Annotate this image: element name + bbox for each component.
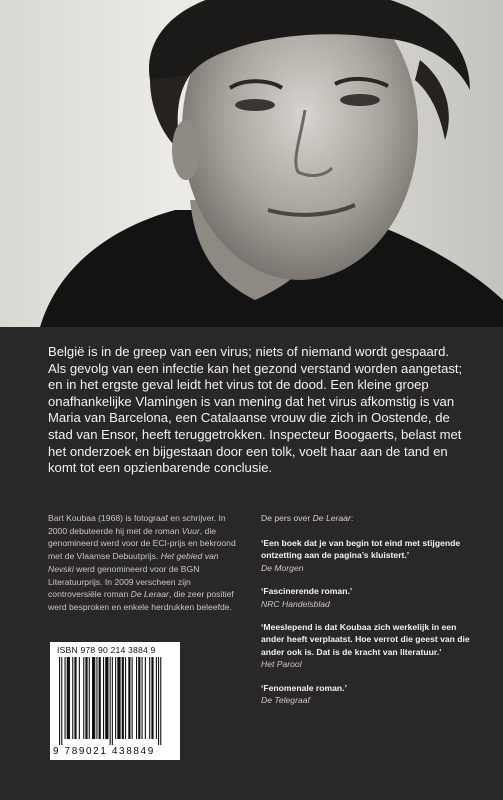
author-portrait-icon	[0, 0, 503, 327]
barcode-bar	[67, 657, 70, 739]
barcode-bars-icon	[57, 657, 175, 745]
barcode-bar	[74, 657, 76, 739]
author-bio: Bart Koubaa (1968) is fotograaf en schrijver. In 2000 debuteerde hij met de roman Vuur, die genomineerd werd voor de ECI-prijs en bekroond met de Vlaamse Debuutprijs. Het gebied van Nevski werd genomineerd voor de BGN Literatuurprijs. In 2009 verscheen zijn controversiële roman De Leraar, die zeer positief werd besproken en enkele herdrukken beleefde.	[48, 513, 236, 612]
barcode-bar	[132, 657, 133, 739]
barcode-bar	[151, 657, 153, 739]
author-photo	[0, 0, 503, 327]
quote-source: De Morgen	[261, 562, 304, 573]
barcode-bar	[128, 657, 130, 739]
book-title-vuur: Vuur	[181, 525, 200, 536]
barcode-bar	[136, 657, 137, 739]
press-quote	[261, 621, 476, 671]
isbn-number: ISBN 978 90 214 3884 9	[57, 645, 156, 655]
barcode-bar	[83, 657, 84, 739]
quote-text: ‘Fascinerende roman.’	[261, 586, 353, 597]
barcode-bar	[72, 657, 73, 739]
barcode-bar	[85, 657, 87, 739]
barcode-bar	[149, 657, 150, 739]
barcode-bar	[142, 657, 143, 739]
book-blurb: België is in de greep van een virus; niets of niemand wordt gespaard. Als gevolg van een infectie kan het gezond verstand worden aangetast; en in het ergste geval leidt het virus tot de dood. Een kleine groep onafhankelijke Vlamingen is van mening dat het virus afkomstig is van Maria van Barcelona, een Catalaanse vrouw die zich in Oostende, de stad van Ensor, heeft teruggetrokken. Inspecteur Boogaerts, belast met het onderzoek en bijgestaan door een tolk, voelt haar aan de tand en komt tot een opzienbarende conclusie.	[48, 344, 463, 476]
quote-text: ‘Een boek dat je van begin tot eind met stijgende ontzetting aan de pagina’s kluistert.’	[261, 538, 461, 561]
quote-source: NRC Handelsblad	[261, 598, 330, 609]
barcode-bar	[138, 657, 140, 739]
barcode-bar	[96, 657, 97, 739]
barcode	[50, 642, 180, 760]
press-quote	[261, 682, 476, 707]
press-heading: De pers over De Leraar:	[261, 513, 354, 523]
quote-source: Het Parool	[261, 659, 302, 670]
quote-text: ‘Meeslepend is dat Koubaa zich werkelijk in een ander heeft verplaatst. Hoe verrot die geest van die ander ook is. Dat is de kracht van literatuur.’	[261, 622, 470, 657]
ean-number: 9 789021 438849	[53, 746, 155, 757]
quote-text: ‘Fenomenale roman.’	[261, 682, 347, 693]
press-quote	[261, 585, 476, 610]
barcode-bar	[65, 657, 66, 739]
barcode-bar	[103, 657, 104, 739]
book-title-nevski: Het gebied van Nevski	[48, 551, 219, 574]
press-section	[261, 512, 476, 717]
barcode-bar	[59, 657, 60, 745]
barcode-bar	[122, 657, 124, 739]
quote-source: De Telegraaf	[261, 695, 310, 706]
barcode-bar	[145, 657, 146, 739]
barcode-bar	[89, 657, 90, 739]
barcode-bar	[160, 657, 161, 745]
barcode-bar	[125, 657, 126, 739]
barcode-bar	[158, 657, 159, 745]
barcode-bar	[156, 657, 157, 739]
barcode-bar	[79, 657, 80, 739]
press-quote	[261, 537, 476, 574]
barcode-bar	[112, 657, 113, 745]
barcode-bar	[92, 657, 95, 739]
barcode-bar	[110, 657, 111, 745]
barcode-bar	[117, 657, 120, 739]
barcode-bar	[115, 657, 116, 739]
book-title-leraar: De Leraar	[130, 589, 169, 600]
barcode-bar	[99, 657, 101, 739]
barcode-bar	[61, 657, 62, 745]
barcode-bar	[105, 657, 108, 739]
